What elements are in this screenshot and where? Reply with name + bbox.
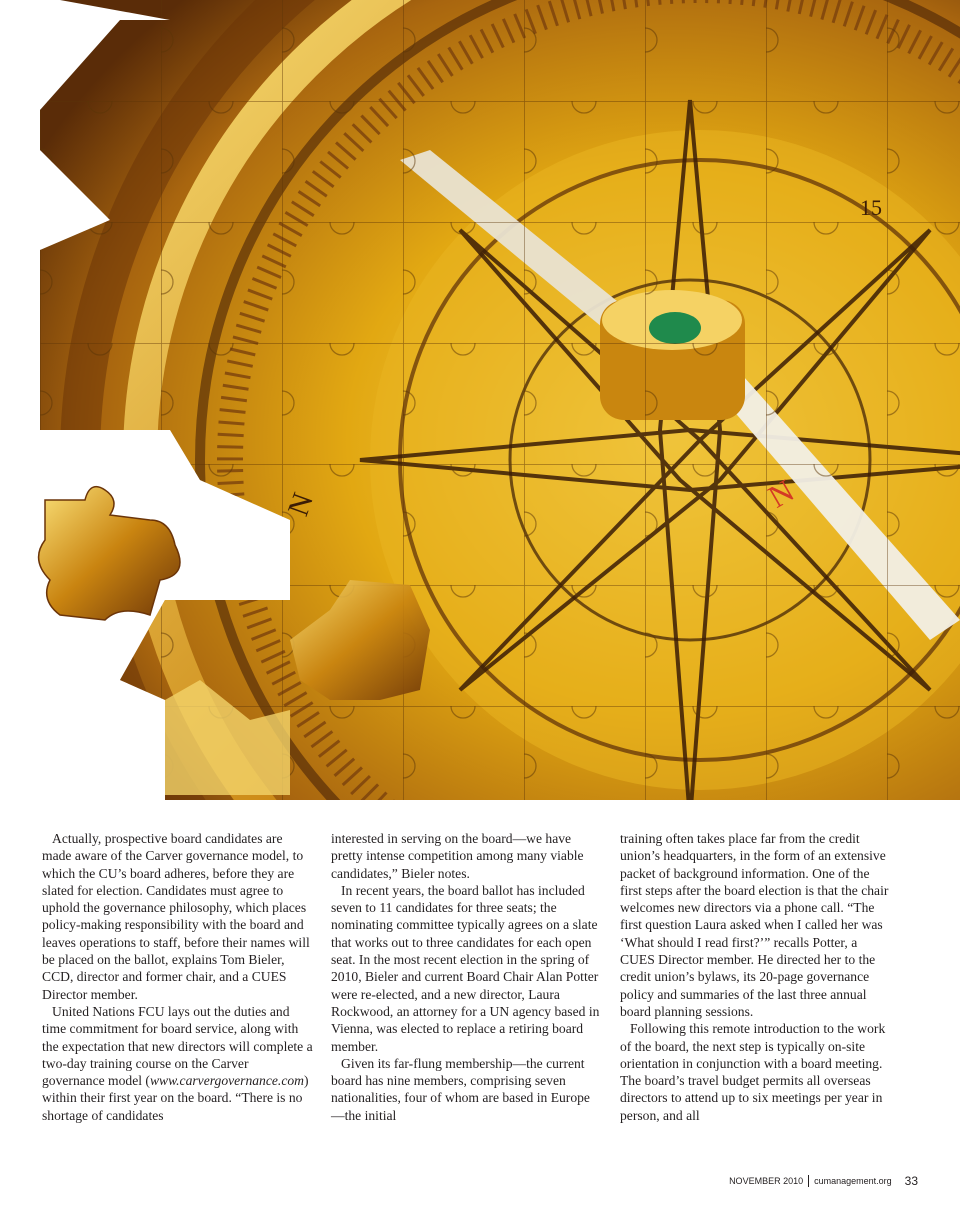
page-footer bbox=[729, 1174, 918, 1188]
page-number: 33 bbox=[904, 1174, 918, 1188]
footer-divider bbox=[808, 1175, 809, 1187]
paragraph: United Nations FCU lays out the duties and time commitment for board service, along with the expectation that new directors will complete a two-day training course on the Carver governance model (www.carvergovernance.com) within their first year on the board. “There is no shortage of candidates bbox=[42, 1003, 313, 1123]
paragraph: interested in serving on the board—we have pretty intense competition among many viable candidates,” Bieler notes. bbox=[331, 831, 584, 881]
paragraph: In recent years, the board ballot has included seven to 11 candidates for three seats; the nominating committee typically agrees on a slate that works out to three candidates for each open seat. In the most recent election in the spring of 2010, Bieler and current Board Chair Alan Potter were re-elected, and a new director, Laura Rockwood, an attorney for a UN agency based in Vienna, was elected to replace a retiring board member. bbox=[331, 882, 600, 1054]
article-column-1 bbox=[42, 830, 314, 1124]
issue-date: NOVEMBER 2010 bbox=[729, 1176, 804, 1186]
paragraph: Given its far-flung membership—the current board has nine members, comprising seven nationalities, four of whom are based in Europe—the initial bbox=[331, 1055, 590, 1123]
website-link[interactable]: www.carvergovernance.com bbox=[149, 1073, 304, 1089]
article-column-3 bbox=[620, 830, 892, 1124]
paragraph: training often takes place far from the credit union’s headquarters, in the form of an extensive packet of background information. One of the first steps after the board election is that the chair welcomes new directors via a phone call. “The first question Laura asked when I called her was ‘What should I read first?’” recalls Potter, a CUES Director member. He directed her to the credit union’s bylaws, its 20-page governance policy and summaries of the last three annual board planning sessions. bbox=[620, 831, 889, 1019]
website-url[interactable]: cumanagement.org bbox=[814, 1176, 892, 1186]
paragraph: Following this remote introduction to the work of the board, the next step is typically on-site orientation in conjunction with a board meeting. The board’s travel budget permits all overseas directors to attend up to six meetings per year in person, and all bbox=[620, 1021, 886, 1123]
paragraph: Actually, prospective board candidates are made aware of the Carver governance model, to which the CU’s board adheres, before they are slated for election. Candidates must agree to uphold the governance philosophy, which places policy-making responsibility with the board and leaves operations to staff, before their names will be placed on the ballot, explains Tom Bieler, CCD, director and former chair, and a CUES Director member. bbox=[42, 831, 310, 1002]
article-column-2 bbox=[331, 830, 603, 1124]
